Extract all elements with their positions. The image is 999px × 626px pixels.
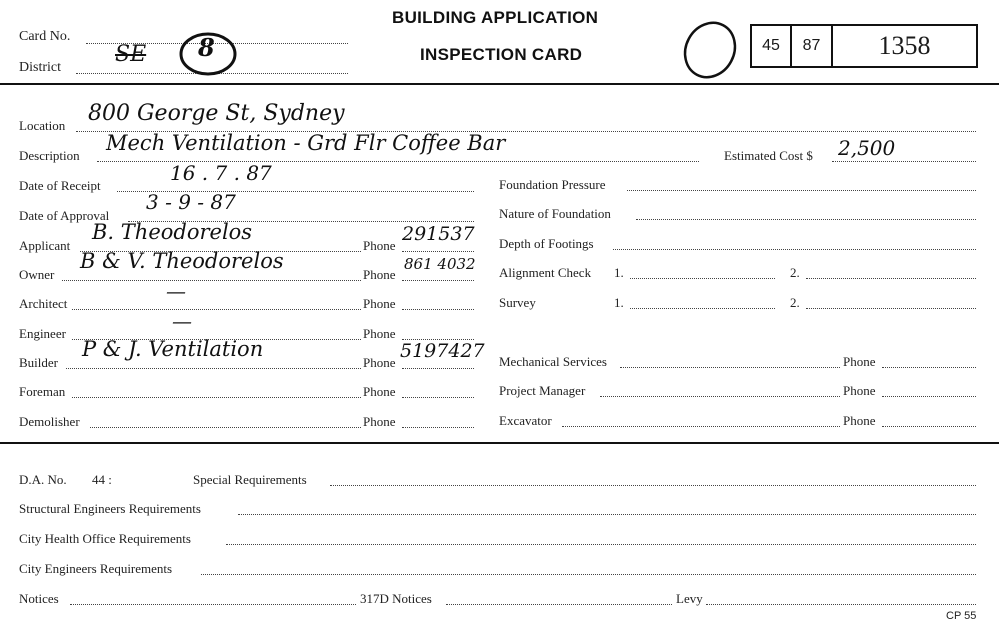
applicant-phone-label: Phone bbox=[363, 238, 396, 253]
alignment-item-1: 1. bbox=[614, 265, 624, 280]
project-manager-phone-line bbox=[882, 396, 976, 397]
structural-label: Structural Engineers Requirements bbox=[19, 501, 201, 516]
special-requirements-line bbox=[330, 485, 976, 486]
foreman-phone-label: Phone bbox=[363, 384, 396, 399]
mechanical-phone-line bbox=[882, 367, 976, 368]
demolisher-label: Demolisher bbox=[19, 414, 80, 429]
health-line bbox=[226, 544, 976, 545]
owner-label: Owner bbox=[19, 267, 55, 282]
date-receipt-value: 16 . 7 . 87 bbox=[170, 161, 272, 185]
mechanical-services-label: Mechanical Services bbox=[499, 354, 607, 369]
builder-phone-value: 5197427 bbox=[400, 340, 485, 362]
form-code: CP 55 bbox=[946, 610, 977, 622]
survey-item-2: 2. bbox=[790, 295, 800, 310]
location-value: 800 George St, Sydney bbox=[88, 101, 345, 126]
foundation-pressure-label: Foundation Pressure bbox=[499, 177, 606, 192]
foreman-line bbox=[72, 397, 361, 398]
notices-317d-line bbox=[446, 604, 672, 605]
header-rule bbox=[0, 83, 999, 85]
footer-rule bbox=[0, 442, 999, 444]
excavator-phone-line bbox=[882, 426, 976, 427]
applicant-phone-value: 291537 bbox=[402, 223, 475, 245]
survey-line-1 bbox=[630, 308, 775, 309]
architect-line bbox=[72, 309, 361, 310]
da-no-label: D.A. No. bbox=[19, 472, 67, 487]
survey-line-2 bbox=[806, 308, 976, 309]
owner-line bbox=[62, 280, 361, 281]
demolisher-line bbox=[90, 427, 361, 428]
depth-footings-line bbox=[613, 249, 976, 250]
applicant-phone-line bbox=[402, 251, 474, 252]
estimated-cost-value: 2,500 bbox=[838, 136, 896, 160]
demolisher-phone-line bbox=[402, 427, 474, 428]
description-label: Description bbox=[19, 148, 80, 163]
special-requirements-label: Special Requirements bbox=[193, 472, 307, 487]
notices-317d-label: 317D Notices bbox=[360, 591, 432, 606]
owner-value: B & V. Theodorelos bbox=[80, 249, 284, 273]
project-manager-line bbox=[600, 396, 840, 397]
card-box-2: 87 bbox=[790, 24, 833, 68]
survey-item-1: 1. bbox=[614, 295, 624, 310]
builder-phone-line bbox=[402, 368, 474, 369]
title-line-1: BUILDING APPLICATION bbox=[392, 8, 599, 27]
card-number: 1358 bbox=[831, 24, 978, 68]
city-engineers-line bbox=[201, 574, 976, 575]
nature-foundation-label: Nature of Foundation bbox=[499, 206, 611, 221]
notices-line bbox=[70, 604, 356, 605]
architect-label: Architect bbox=[19, 296, 68, 311]
title-line-2: INSPECTION CARD bbox=[420, 45, 583, 64]
circled-mark-value: 8 bbox=[198, 33, 215, 62]
card-no-label: Card No. bbox=[19, 29, 71, 44]
district-label: District bbox=[19, 60, 61, 75]
depth-footings-label: Depth of Footings bbox=[499, 236, 594, 251]
survey-label: Survey bbox=[499, 295, 536, 310]
excavator-phone-label: Phone bbox=[843, 413, 876, 428]
levy-line bbox=[706, 604, 976, 605]
alignment-check-label: Alignment Check bbox=[499, 265, 592, 280]
health-label: City Health Office Requirements bbox=[19, 531, 191, 546]
owner-phone-line bbox=[402, 280, 474, 281]
da-no-value: 44 : bbox=[92, 472, 112, 487]
circled-zero-icon bbox=[676, 18, 746, 82]
owner-phone-label: Phone bbox=[363, 267, 396, 282]
date-approval-value: 3 - 9 - 87 bbox=[146, 190, 236, 214]
foreman-label: Foreman bbox=[19, 384, 66, 399]
architect-phone-line bbox=[402, 309, 474, 310]
date-approval-label: Date of Approval bbox=[19, 208, 110, 223]
alignment-item-2: 2. bbox=[790, 265, 800, 280]
notices-label: Notices bbox=[19, 591, 59, 606]
excavator-line bbox=[562, 426, 840, 427]
foundation-pressure-line bbox=[627, 190, 976, 191]
architect-phone-label: Phone bbox=[363, 296, 396, 311]
mechanical-services-line bbox=[620, 367, 840, 368]
mechanical-phone-label: Phone bbox=[843, 354, 876, 369]
architect-value: — bbox=[166, 279, 186, 303]
builder-line bbox=[66, 368, 361, 369]
foreman-phone-line bbox=[402, 397, 474, 398]
demolisher-phone-label: Phone bbox=[363, 414, 396, 429]
excavator-label: Excavator bbox=[499, 413, 552, 428]
description-value: Mech Ventilation - Grd Flr Coffee Bar bbox=[106, 131, 506, 155]
circled-zero-value bbox=[703, 38, 704, 58]
builder-phone-label: Phone bbox=[363, 355, 396, 370]
project-manager-label: Project Manager bbox=[499, 383, 586, 398]
applicant-value: B. Theodorelos bbox=[92, 220, 253, 244]
alignment-line-2 bbox=[806, 278, 976, 279]
city-engineers-label: City Engineers Requirements bbox=[19, 561, 173, 576]
engineer-value: — bbox=[172, 309, 192, 333]
project-manager-phone-label: Phone bbox=[843, 383, 876, 398]
structural-line bbox=[238, 514, 976, 515]
date-receipt-label: Date of Receipt bbox=[19, 178, 101, 193]
location-label: Location bbox=[19, 118, 66, 133]
owner-phone-value: 861 4032 bbox=[404, 255, 476, 273]
estimated-cost-line bbox=[832, 161, 976, 162]
card-box-1: 45 bbox=[750, 24, 792, 68]
engineer-phone-label: Phone bbox=[363, 326, 396, 341]
builder-value: P & J. Ventilation bbox=[82, 337, 264, 361]
applicant-label: Applicant bbox=[19, 238, 71, 253]
levy-label: Levy bbox=[676, 591, 703, 606]
engineer-label: Engineer bbox=[19, 326, 66, 341]
alignment-line-1 bbox=[630, 278, 775, 279]
district-value: SE bbox=[115, 42, 147, 67]
builder-label: Builder bbox=[19, 355, 58, 370]
nature-foundation-line bbox=[636, 219, 976, 220]
estimated-cost-label: Estimated Cost $ bbox=[724, 148, 813, 163]
